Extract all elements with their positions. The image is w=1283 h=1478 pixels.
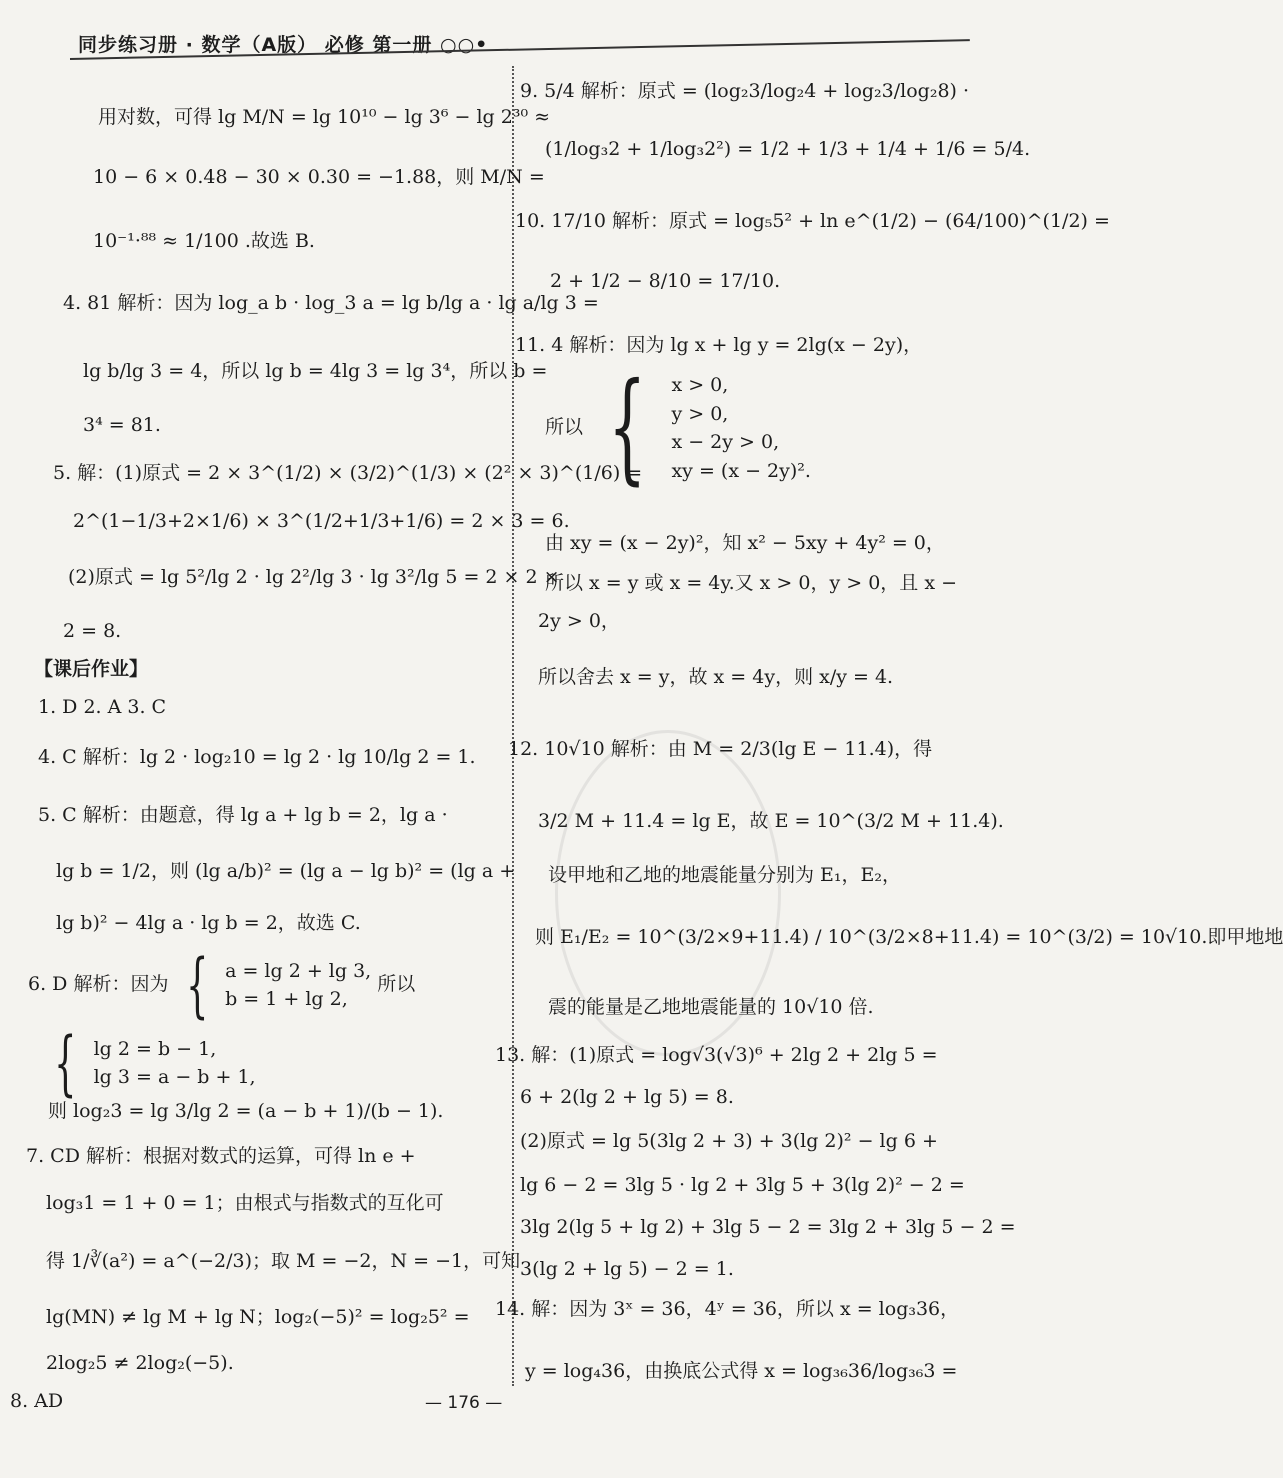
column-divider bbox=[512, 66, 514, 1386]
answer-h5: 5. C 解析：由题意，得 lg a + lg b = 2，lg a · bbox=[38, 804, 448, 826]
text-line: lg 6 − 2 = 3lg 5 · lg 2 + 3lg 5 + 3(lg 2)² − 2 = bbox=[520, 1174, 965, 1196]
answer-h4: 4. C 解析：lg 2 · log₂10 = lg 2 · lg 10/lg 2 = 1. bbox=[38, 746, 476, 768]
page-header: 同步练习册 · 数学（A版） 必修 第一册 ○○• bbox=[78, 34, 489, 56]
text-line: 设甲地和乙地的地震能量分别为 E₁，E₂， bbox=[548, 864, 902, 886]
equation-system bbox=[94, 1035, 256, 1092]
answers-1-3: 1. D 2. A 3. C bbox=[38, 696, 167, 718]
text-line: lg b)² − 4lg a · lg b = 2，故选 C. bbox=[56, 912, 361, 934]
text-line: log₃1 = 1 + 0 = 1；由根式与指数式的互化可 bbox=[46, 1192, 444, 1214]
text-line: 3(lg 2 + lg 5) − 2 = 1. bbox=[520, 1258, 734, 1280]
answer-5: 5. 解：(1)原式 = 2 × 3^(1/2) × (3/2)^(1/3) × (2² × 3)^(1/6) = bbox=[53, 462, 643, 484]
answer-4: 4. 81 解析：因为 log_a b · log_3 a = lg b/lg a · lg a/lg 3 = bbox=[63, 292, 599, 314]
equation-system bbox=[225, 957, 371, 1014]
text-line: 由 xy = (x − 2y)²，知 x² − 5xy + 4y² = 0， bbox=[545, 532, 945, 554]
equation-line: y > 0, bbox=[671, 402, 729, 425]
text-line: 3/2 M + 11.4 = lg E，故 E = 10^(3/2 M + 11.4). bbox=[538, 810, 1004, 832]
text-line: 2 + 1/2 − 8/10 = 17/10. bbox=[550, 270, 781, 292]
text-line: (2)原式 = lg 5(3lg 2 + 3) + 3(lg 2)² − lg 6 + bbox=[520, 1130, 938, 1152]
text-line: 3⁴ = 81. bbox=[83, 414, 161, 436]
equation-line: a = lg 2 + lg 3, bbox=[225, 959, 372, 982]
text-line: 得 1/∛(a²) = a^(−2/3)；取 M = −2，N = −1，可知 bbox=[46, 1250, 521, 1272]
text-line: 震的能量是乙地地震能量的 10√10 倍. bbox=[548, 996, 874, 1018]
brace-symbol: { bbox=[185, 944, 208, 1026]
brace-symbol: { bbox=[608, 358, 647, 497]
equation-line: x > 0, bbox=[671, 374, 729, 396]
text-line: lg(MN) ≠ lg M + lg N；log₂(−5)² = log₂5² = bbox=[46, 1306, 470, 1328]
brace-symbol: { bbox=[54, 1022, 77, 1104]
equation-line: xy = (x − 2y)². bbox=[671, 459, 811, 482]
equation-block bbox=[545, 358, 811, 497]
text-line: 2log₂5 ≠ 2log₂(−5). bbox=[46, 1352, 234, 1374]
text-line: 则 E₁/E₂ = 10^(3/2×9+11.4) / 10^(3/2×8+11.4) = 10^(3/2) = 10√10.即甲地地 bbox=[535, 926, 1283, 948]
text-line: 3lg 2(lg 5 + lg 2) + 3lg 5 − 2 = 3lg 2 + 3lg 5 − 2 = bbox=[520, 1216, 1016, 1238]
answer-h8: 8. AD bbox=[10, 1390, 64, 1412]
text-line: y = log₄36，由换底公式得 x = log₃₆36/log₃₆3 = bbox=[525, 1360, 958, 1382]
text-span: 所以 bbox=[377, 973, 416, 995]
text-line: 2 = 8. bbox=[63, 620, 122, 642]
section-title: 【课后作业】 bbox=[34, 658, 149, 680]
answer-14: 14. 解：因为 3ˣ = 36，4ʸ = 36，所以 x = log₃36， bbox=[495, 1298, 960, 1320]
text-line: 2y > 0， bbox=[538, 610, 620, 632]
answer-10: 10. 17/10 解析：原式 = log₅5² + ln e^(1/2) − (64/100)^(1/2) = bbox=[515, 210, 1110, 232]
text-span: 所以 bbox=[545, 416, 584, 438]
text-line: lg b = 1/2，则 (lg a/b)² = (lg a − lg b)² = (lg a + bbox=[56, 860, 516, 882]
text-line: 所以舍去 x = y，故 x = 4y，则 x/y = 4. bbox=[538, 666, 894, 688]
answer-h7: 7. CD 解析：根据对数式的运算，可得 ln e + bbox=[26, 1145, 416, 1167]
text-span: 6. D 解析：因为 bbox=[28, 973, 169, 995]
answer-12: 12. 10√10 解析：由 M = 2/3(lg E − 11.4)，得 bbox=[508, 738, 933, 760]
answer-9: 9. 5/4 解析：原式 = (log₂3/log₂4 + log₂3/log₂8) · bbox=[520, 80, 970, 102]
text-line: 10 − 6 × 0.48 − 30 × 0.30 = −1.88，则 M/N = bbox=[93, 166, 545, 188]
page-number: — 176 — bbox=[425, 1393, 503, 1413]
equation-system bbox=[671, 371, 810, 485]
text-line: 10⁻¹·⁸⁸ ≈ 1/100 .故选 B. bbox=[93, 230, 315, 252]
text-line: 所以 x = y 或 x = 4y.又 x > 0，y > 0，且 x − bbox=[545, 572, 957, 594]
answer-13: 13. 解：(1)原式 = log√3(√3)⁶ + 2lg 2 + 2lg 5 = bbox=[495, 1044, 938, 1066]
text-line: lg b/lg 3 = 4，所以 lg b = 4lg 3 = lg 3⁴，所以 b = bbox=[83, 360, 548, 382]
equation-block bbox=[43, 1022, 256, 1104]
equation-line: b = 1 + lg 2, bbox=[225, 988, 348, 1010]
text-line: 则 log₂3 = lg 3/lg 2 = (a − b + 1)/(b − 1). bbox=[48, 1100, 444, 1122]
answer-11: 11. 4 解析：因为 lg x + lg y = 2lg(x − 2y)， bbox=[515, 334, 923, 356]
text-line: 2^(1−1/3+2×1/6) × 3^(1/2+1/3+1/6) = 2 × 3 = 6. bbox=[73, 510, 570, 532]
answer-h6 bbox=[28, 944, 416, 1026]
equation-line: lg 3 = a − b + 1, bbox=[93, 1066, 256, 1088]
text-line: 用对数，可得 lg M/N = lg 10¹⁰ − lg 3⁶ − lg 2³⁰ ≈ bbox=[98, 106, 551, 128]
equation-line: lg 2 = b − 1, bbox=[93, 1037, 217, 1060]
equation-line: x − 2y > 0, bbox=[671, 431, 780, 453]
text-line: 6 + 2(lg 2 + lg 5) = 8. bbox=[520, 1086, 734, 1108]
text-line: (2)原式 = lg 5²/lg 2 · lg 2²/lg 3 · lg 3²/lg 5 = 2 × 2 × bbox=[68, 566, 560, 588]
text-line: (1/log₃2 + 1/log₃2²) = 1/2 + 1/3 + 1/4 + 1/6 = 5/4. bbox=[545, 138, 1031, 160]
